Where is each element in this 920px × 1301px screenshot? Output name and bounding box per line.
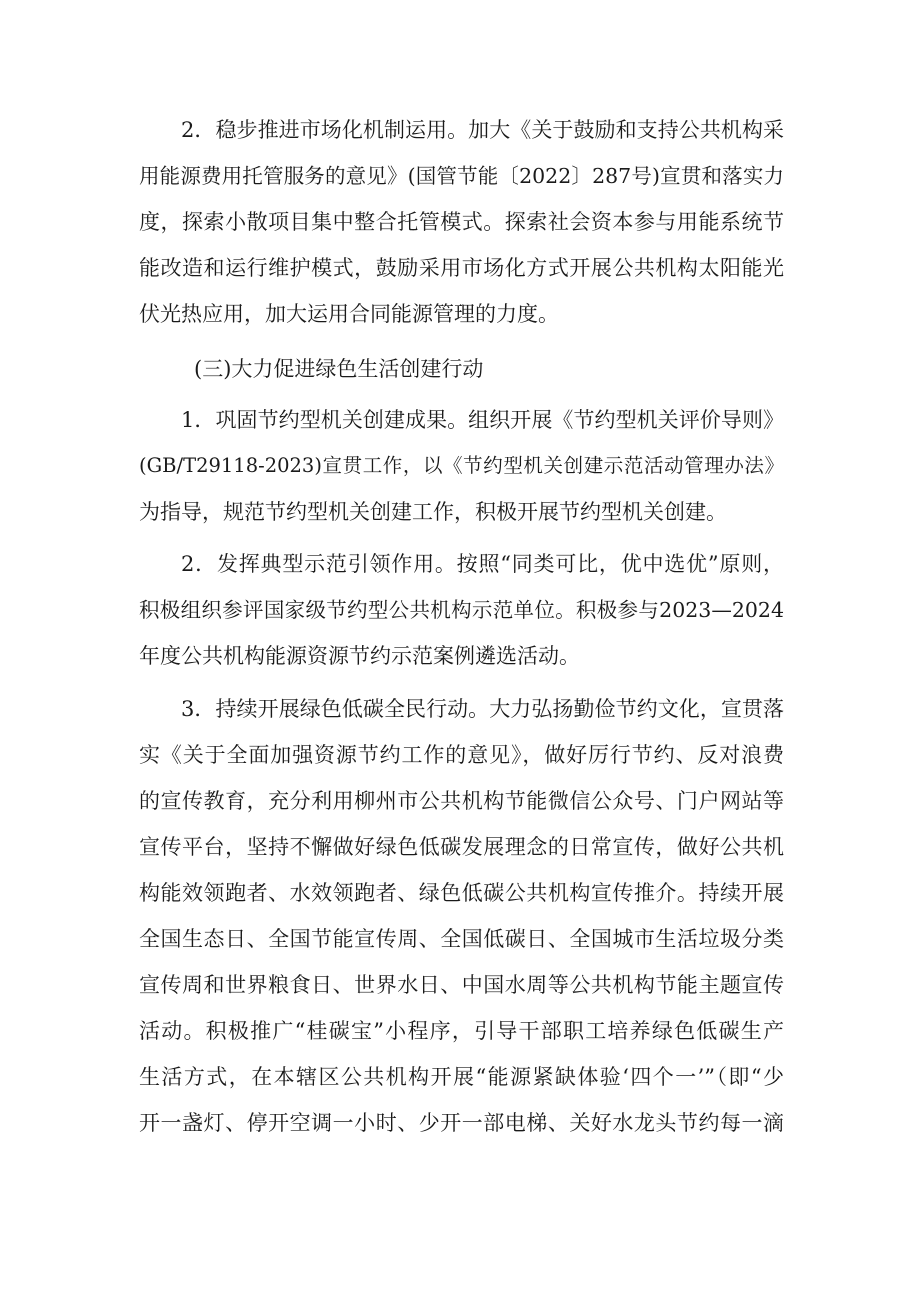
text-line: 开一盏灯、停开空调一小时、少开一部电梯、关好水龙头节约每一滴: [139, 1111, 784, 1135]
text-line: (GB/T29118-2023)宣贯工作，以《节约型机关创建示范活动管理办法》: [139, 454, 784, 477]
text-line: 能改造和运行维护模式，鼓励采用市场化方式开展公共机构太阳能光: [139, 256, 784, 280]
text-line: 伏光热应用，加大运用合同能源管理的力度。: [139, 302, 559, 326]
text-line: 为指导，规范节约型机关创建工作，积极开展节约型机关创建。: [139, 500, 727, 524]
text-line: 活动。积极推广“桂碳宝”小程序，引导干部职工培养绿色低碳生产: [139, 1019, 784, 1043]
text-line: 1．巩固节约型机关创建成果。组织开展《节约型机关评价导则》: [181, 408, 784, 432]
section-heading: (三)大力促进绿色生活创建行动: [194, 357, 484, 381]
text-line: 的宣传教育，充分利用柳州市公共机构节能微信公众号、门户网站等: [139, 789, 784, 813]
text-line: 生活方式，在本辖区公共机构开展“能源紧缺体验‘四个一’”（即“少: [139, 1065, 784, 1089]
text-line: 2．稳步推进市场化机制运用。加大《关于鼓励和支持公共机构采: [181, 118, 784, 142]
text-line: 宣传周和世界粮食日、世界水日、中国水周等公共机构节能主题宣传: [139, 973, 784, 997]
text-line: 构能效领跑者、水效领跑者、绿色低碳公共机构宣传推介。持续开展: [139, 881, 784, 905]
text-line: 实《关于全面加强资源节约工作的意见》，做好厉行节约、反对浪费: [139, 743, 784, 767]
text-line: 宣传平台，坚持不懈做好绿色低碳发展理念的日常宣传，做好公共机: [139, 835, 784, 859]
text-line: 2．发挥典型示范引领作用。按照“同类可比，优中选优”原则，: [181, 552, 784, 576]
text-line: 全国生态日、全国节能宣传周、全国低碳日、全国城市生活垃圾分类: [139, 927, 784, 951]
text-line: 度，探索小散项目集中整合托管模式。探索社会资本参与用能系统节: [139, 210, 784, 234]
text-line: 积极组织参评国家级节约型公共机构示范单位。积极参与2023—2024: [139, 598, 784, 622]
text-line: 3．持续开展绿色低碳全民行动。大力弘扬勤俭节约文化，宣贯落: [181, 697, 784, 721]
text-line: 年度公共机构能源资源节约示范案例遴选活动。: [139, 644, 580, 668]
text-line: 用能源费用托管服务的意见》(国管节能〔2022〕287号)宣贯和落实力: [139, 164, 784, 188]
